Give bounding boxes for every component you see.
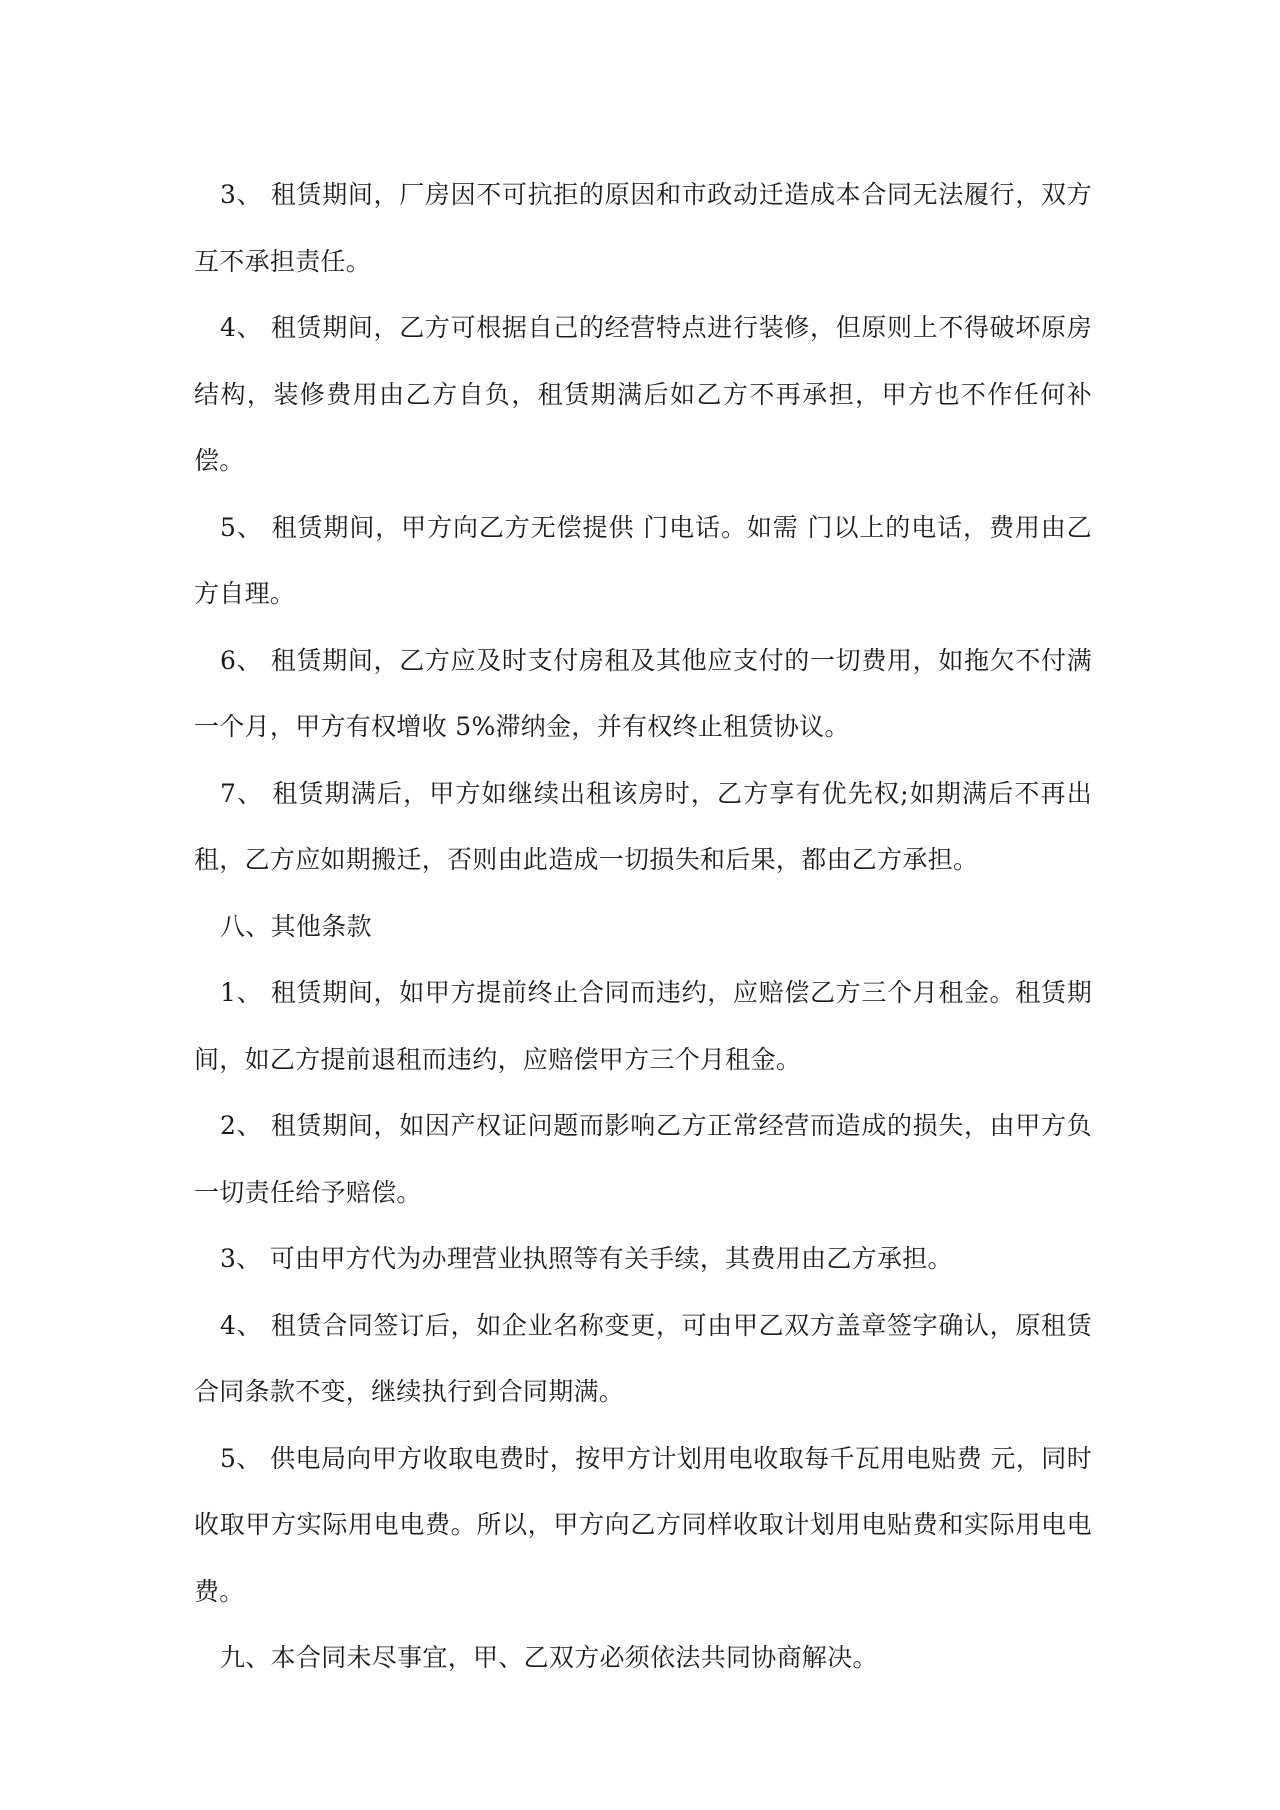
contract-body xyxy=(194,162,1092,1692)
clause-business-license: 3、 可由甲方代为办理营业执照等有关手续，其费用由乙方承担。 xyxy=(220,1244,953,1273)
section-heading-other-terms: 八、其他条款 xyxy=(220,911,372,941)
clause-force-majeure: 3、 租赁期间，厂房因不可抗拒的原因和市政动迁造成本合同无法履行，双方互不承担责任。 xyxy=(194,180,1092,276)
clause-early-termination: 1、 租赁期间，如甲方提前终止合同而违约，应赔偿乙方三个月租金。租赁期间，如乙方提前退租而违约，应赔偿甲方三个月租金。 xyxy=(194,978,1092,1074)
clause-renewal-priority: 7、 租赁期满后，甲方如继续出租该房时，乙方享有优先权;如期满后不再出租，乙方应如期搬迁，否则由此造成一切损失和后果，都由乙方承担。 xyxy=(194,778,1092,874)
clause-renovation: 4、 租赁期间，乙方可根据自己的经营特点进行装修，但原则上不得破坏原房结构，装修费用由乙方自负，租赁期满后如乙方不再承担，甲方也不作任何补偿。 xyxy=(194,313,1092,475)
clause-electricity-fee: 5、 供电局向甲方收取电费时，按甲方计划用电收取每千瓦用电贴费 元，同时收取甲方实际用电电费。所以，甲方向乙方同样收取计划用电贴费和实际用电电费。 xyxy=(194,1443,1092,1606)
clause-unresolved-matters: 九、本合同未尽事宜，甲、乙双方必须依法共同协商解决。 xyxy=(220,1643,878,1672)
clause-telephone: 5、 租赁期间，甲方向乙方无偿提供 门电话。如需 门以上的电话，费用由乙方自理。 xyxy=(194,512,1092,608)
clause-name-change: 4、 租赁合同签订后，如企业名称变更，可由甲乙双方盖章签字确认，原租赁合同条款不变，继续执行到合同期满。 xyxy=(194,1310,1092,1406)
clause-payment: 6、 租赁期间，乙方应及时支付房租及其他应支付的一切费用，如拖欠不付满一个月，甲方有权增收 5%滞纳金，并有权终止租赁协议。 xyxy=(194,645,1092,741)
clause-property-certificate: 2、 租赁期间，如因产权证问题而影响乙方正常经营而造成的损失，由甲方负一切责任给予赔偿。 xyxy=(194,1111,1092,1207)
